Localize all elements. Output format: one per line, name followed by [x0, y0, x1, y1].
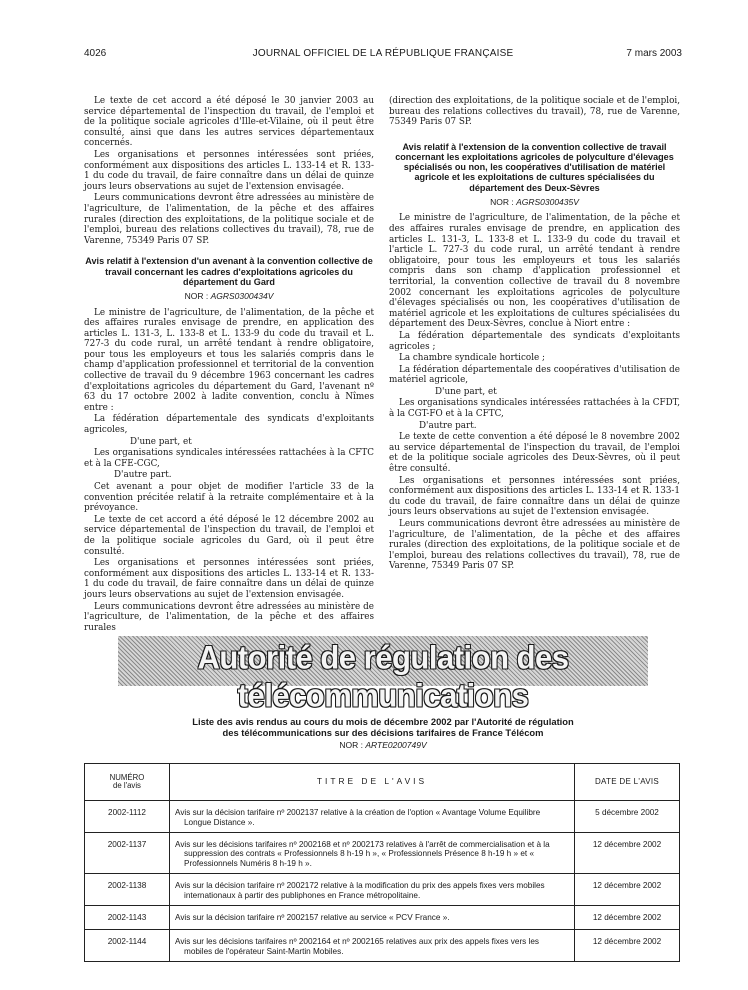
paragraph: Les organisations syndicales intéressées rattachées à la CFDT, à la CGT-FO et à la CFTC, [389, 398, 680, 420]
avis-title: Avis sur la décision tarifaire nº 2002172 relative à la modification du prix des appels fixes vers mobiles internationaux à partir des publiphones en France métropolitaine. [175, 880, 545, 900]
paragraph: La fédération départementale des coopératives d'utilisation de matériel agricole, [389, 364, 680, 386]
party-separator: D'une part, et [130, 436, 192, 447]
paragraph: Les organisations et personnes intéressées sont priées, conformément aux dispositions des articles L. 133-14 et R. 133-1 du code du travail, de faire connaître dans un délai de quinze jours leurs observations au sujet de l'extension envisagée. [84, 149, 374, 192]
paragraph: Leurs communications devront être adressées au ministère de l'agriculture, de l'alimentation, de la pêche et des affaires rurales (direction des exploitations, de la politique sociale et de l'emploi, bureau des relations collectives du travail), 78, rue de Varenne, 75349 Paris 07 SP. [389, 519, 680, 572]
column-header-title: TITRE DE L'AVIS [170, 764, 575, 801]
paragraph: (direction des exploitations, de la politique sociale et de l'emploi, bureau des relations collectives du travail), 78, rue de Varenne, 75349 Paris 07 SP. [389, 96, 680, 128]
table-row [85, 832, 680, 873]
party-separator: D'autre part. [114, 470, 172, 481]
nor-label: NOR : [490, 196, 514, 207]
party-separator: D'autre part. [419, 420, 477, 431]
avis-title: Avis sur la décision tarifaire nº 2002157 relative au service « PCV France ». [175, 912, 450, 922]
issue-date: 7 mars 2003 [626, 48, 682, 59]
avis-number: 2002-1144 [85, 930, 170, 962]
paragraph: Le texte de cet accord a été déposé le 30 janvier 2003 au service départemental de l'inspection du travail, de l'emploi et de la politique sociale agricoles d'Ille-et-Vilaine, où il peut être consulté, ainsi que dans les autres services départementaux concernés. [84, 96, 374, 149]
table-row [85, 801, 680, 833]
avis-number: 2002-1143 [85, 905, 170, 930]
avis-number: 2002-1138 [85, 873, 170, 905]
table-row [85, 873, 680, 905]
avis-table [84, 763, 680, 962]
avis-title: Avis sur la décision tarifaire nº 2002137 relative à la création de l'option « Avantage Volume Equilibre Longue Distance ». [175, 808, 541, 827]
paragraph: Les organisations syndicales intéressées rattachées à la CFTC et à la CFE-CGC, [84, 448, 374, 469]
paragraph: Le texte de cette convention a été déposé le 8 novembre 2002 au service départemental de l'inspection du travail, de l'emploi et de la politique sociale agricoles des Deux-Sèvres, où il peut être consulté. [389, 432, 680, 475]
nor-reference [389, 197, 680, 208]
paragraph: Le ministre de l'agriculture, de l'alimentation, de la pêche et des affaires rurales envisage de prendre, en application des articles L. 131-3, L. 133-8 et L. 133-9 du code du travail et l'article L. 727-3 du code rural, un arrêté tendant à rendre obligatoire, pour tous les employeurs et tous les salariés compris dans son champ d'application professionnel et territorial, la convention collective de travail du 8 novembre 2002 concernant les exploitations agricoles de polyculture d'élevages spécialisés ou non, les coopératives d'utilisation de matériel agricole et les exploitations de cultures spécialisées du département des Deux-Sèvres, conclue à Niort entre : [389, 213, 680, 330]
column-header-number: NUMÉRO de l'avis [85, 764, 170, 801]
column-header-date: DATE DE L'AVIS [575, 764, 680, 801]
paragraph: Les organisations et personnes intéressées sont priées, conformément aux dispositions des articles L. 133-14 et R. 133-1 du code du travail, de faire connaître dans un délai de quinze jours leurs observations au sujet de l'extension envisagée. [389, 475, 680, 518]
paragraph: La fédération départementale des syndicats d'exploitants agricoles ; [389, 330, 680, 352]
paragraph: Leurs communications devront être adressées au ministère de l'agriculture, de l'alimentation, de la pêche et des affaires rurales (direction des exploitations, de la politique sociale et de l'emploi, bureau des relations collectives du travail), 78, rue de Varenne, 75349 Paris 07 SP. [84, 193, 374, 246]
paragraph: Leurs communications devront être adressées au ministère de l'agriculture, de l'alimentation, de la pêche et des affaires rurales [84, 601, 374, 633]
avis-date: 12 décembre 2002 [575, 905, 680, 930]
list-title-line: des télécommunications sur des décisions tarifaires de France Télécom [222, 727, 544, 738]
list-title-line: Liste des avis rendus au cours du mois de décembre 2002 par l'Autorité de régulation [192, 716, 574, 727]
notice-title: Avis relatif à l'extension de la convention collective de travail concernant les exploitations agricoles de polyculture d'élevages spécialisés ou non, les coopératives d'utilisation de matériel agricole et les exploitations de cultures spécialisées du département des Deux-Sèvres [395, 141, 674, 193]
table-row [85, 930, 680, 962]
avis-number: 2002-1137 [85, 832, 170, 873]
avis-date: 12 décembre 2002 [575, 930, 680, 962]
journal-title: JOURNAL OFFICIEL DE LA RÉPUBLIQUE FRANÇAISE [252, 48, 514, 59]
table-header-row [85, 764, 680, 801]
avis-date: 5 décembre 2002 [575, 801, 680, 833]
avis-number: 2002-1112 [85, 801, 170, 833]
section-banner-title: Autorité de régulation des télécommunications [197, 639, 569, 714]
table-row [85, 905, 680, 930]
notice-title: Avis relatif à l'extension d'un avenant à la convention collective de travail concernant les cadres d'exploitations agricoles du département du Gard [85, 256, 373, 287]
page-header [84, 48, 682, 62]
nor-code: AGRS0300434V [210, 290, 274, 301]
paragraph: Les organisations et personnes intéressées sont priées, conformément aux dispositions des articles L. 133-14 et R. 133-1 du code du travail, de faire connaître dans un délai de quinze jours leurs observations au sujet de l'extension envisagée. [84, 558, 374, 600]
nor-code: AGRS0300435V [516, 196, 579, 207]
nor-reference [84, 740, 682, 750]
list-title [84, 716, 682, 738]
avis-date: 12 décembre 2002 [575, 873, 680, 905]
avis-date: 12 décembre 2002 [575, 832, 680, 873]
page-number: 4026 [84, 48, 107, 59]
party-separator: D'une part, et [435, 386, 497, 397]
avis-title: Avis sur les décisions tarifaires nº 2002168 et nº 2002173 relatives à l'arrêt de commercialisation et à la suppression des contrats « Professionnels 8 h-19 h », « Professionnels Présence 8 h-19 h » et « Professionnels Numéris 8 h-19 h ». [175, 839, 550, 869]
nor-label: NOR : [184, 290, 209, 301]
paragraph: Le texte de cet accord a été déposé le 12 décembre 2002 au service départemental de l'inspection du travail, de l'emploi et de la politique sociale agricoles du Gard, où il peut être consulté. [84, 514, 374, 557]
right-column [389, 96, 680, 573]
nor-reference [84, 291, 374, 302]
nor-code: ARTE0200749V [365, 740, 427, 750]
paragraph: La fédération départementale des syndicats d'exploitants agricoles, [84, 414, 374, 436]
avis-title: Avis sur les décisions tarifaires nº 2002164 et nº 2002165 relatives aux prix des appels fixes vers les mobiles de l'opérateur Saint-Martin Mobiles. [175, 937, 539, 957]
paragraph: La chambre syndicale horticole ; [399, 353, 545, 364]
nor-label: NOR : [339, 740, 363, 750]
paragraph: Le ministre de l'agriculture, de l'alimentation, de la pêche et des affaires rurales envisage de prendre, en application des articles L. 131-3, L. 133-8 et L. 133-9 du code du travail et L. 727-3 du code rural, un arrêté tendant à rendre obligatoire, pour tous les employeurs et tous les salariés compris dans le champ d'application professionnel et territorial de la convention collective de travail du 9 décembre 1963 concernant les cadres d'exploitations agricoles du département du Gard, l'avenant nº 63 du 17 octobre 2002 à ladite convention, conclu à Nîmes entre : [84, 307, 374, 413]
left-column [84, 96, 374, 634]
paragraph: Cet avenant a pour objet de modifier l'article 33 de la convention précitée relatif à la retraite complémentaire et à la prévoyance. [84, 482, 374, 514]
section-banner [118, 636, 648, 714]
